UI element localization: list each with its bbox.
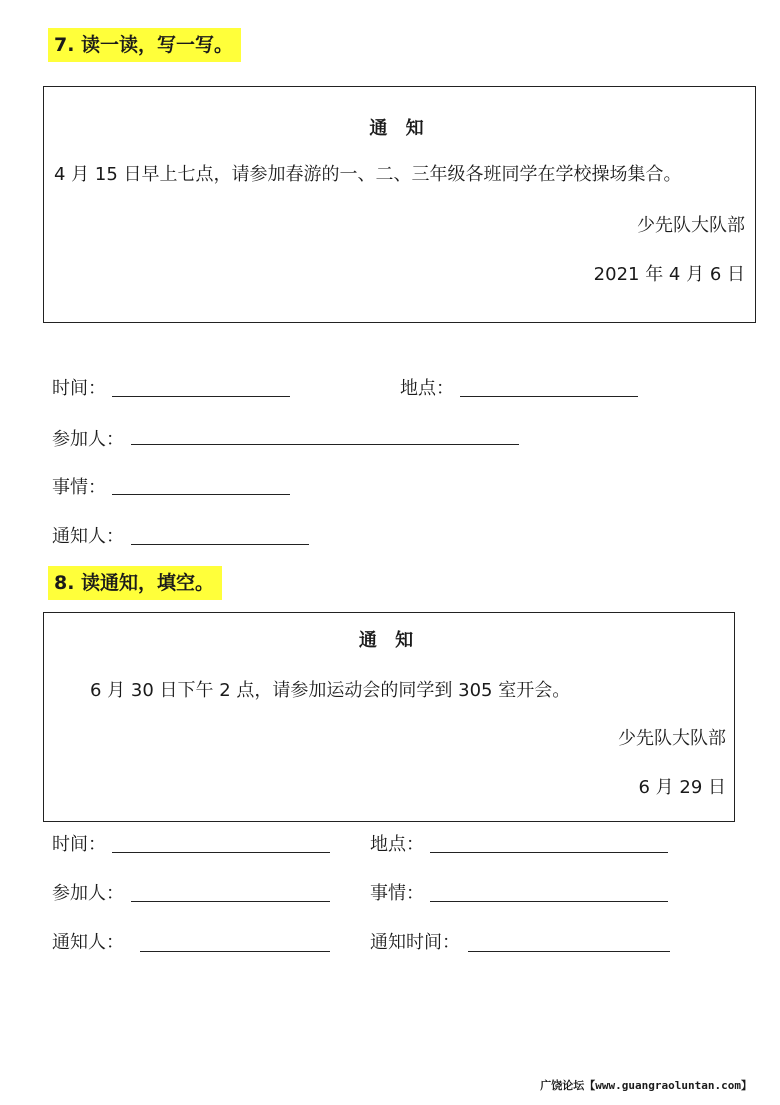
q8-notice-time-blank[interactable] xyxy=(468,951,670,952)
footer-site: 广饶论坛 xyxy=(540,1079,585,1092)
q7-notifier-blank[interactable] xyxy=(131,544,309,545)
q8-notice-box xyxy=(43,612,735,822)
footer-watermark xyxy=(540,1077,752,1093)
q8-notice-date: 6 月 29 日 xyxy=(638,777,726,798)
q8-notifier-label: 通知人： xyxy=(52,932,124,953)
q7-time-blank[interactable] xyxy=(112,396,290,397)
q8-time-label: 时间： xyxy=(52,834,106,855)
q8-participants-blank[interactable] xyxy=(131,901,330,902)
q8-notice-body: 6 月 30 日下午 2 点，请参加运动会的同学到 305 室开会。 xyxy=(90,680,571,701)
q8-notifier-blank[interactable] xyxy=(140,951,330,952)
q7-notice-body: 4 月 15 日早上七点，请参加春游的一、二、三年级各班同学在学校操场集合。 xyxy=(54,164,682,185)
q8-participants-label: 参加人： xyxy=(52,883,124,904)
q8-notice-time-label: 通知时间： xyxy=(370,932,460,953)
q7-notice-box xyxy=(43,86,756,323)
q8-matter-blank[interactable] xyxy=(430,901,668,902)
q8-place-blank[interactable] xyxy=(430,852,668,853)
q7-participants-label: 参加人： xyxy=(52,429,124,450)
q8-time-blank[interactable] xyxy=(112,852,330,853)
q8-place-label: 地点： xyxy=(370,834,424,855)
q7-matter-blank[interactable] xyxy=(112,494,290,495)
q7-notice-title: 通 知 xyxy=(369,118,430,139)
footer-url: 【www.guangraoluntan.com】 xyxy=(584,1079,752,1092)
q7-notifier-label: 通知人： xyxy=(52,526,124,547)
q8-heading: 8. 读通知，填空。 xyxy=(48,566,222,600)
q7-matter-label: 事情： xyxy=(52,477,106,498)
q7-notice-date: 2021 年 4 月 6 日 xyxy=(593,264,745,285)
q8-matter-label: 事情： xyxy=(370,883,424,904)
q7-heading: 7. 读一读，写一写。 xyxy=(48,28,241,62)
q7-place-blank[interactable] xyxy=(460,396,638,397)
q7-notice-signature: 少先队大队部 xyxy=(637,215,745,236)
q7-time-label: 时间： xyxy=(52,378,106,399)
q8-notice-title: 通 知 xyxy=(358,630,420,651)
q7-participants-blank[interactable] xyxy=(131,444,519,445)
q7-place-label: 地点： xyxy=(400,378,454,399)
q8-notice-signature: 少先队大队部 xyxy=(618,728,726,749)
